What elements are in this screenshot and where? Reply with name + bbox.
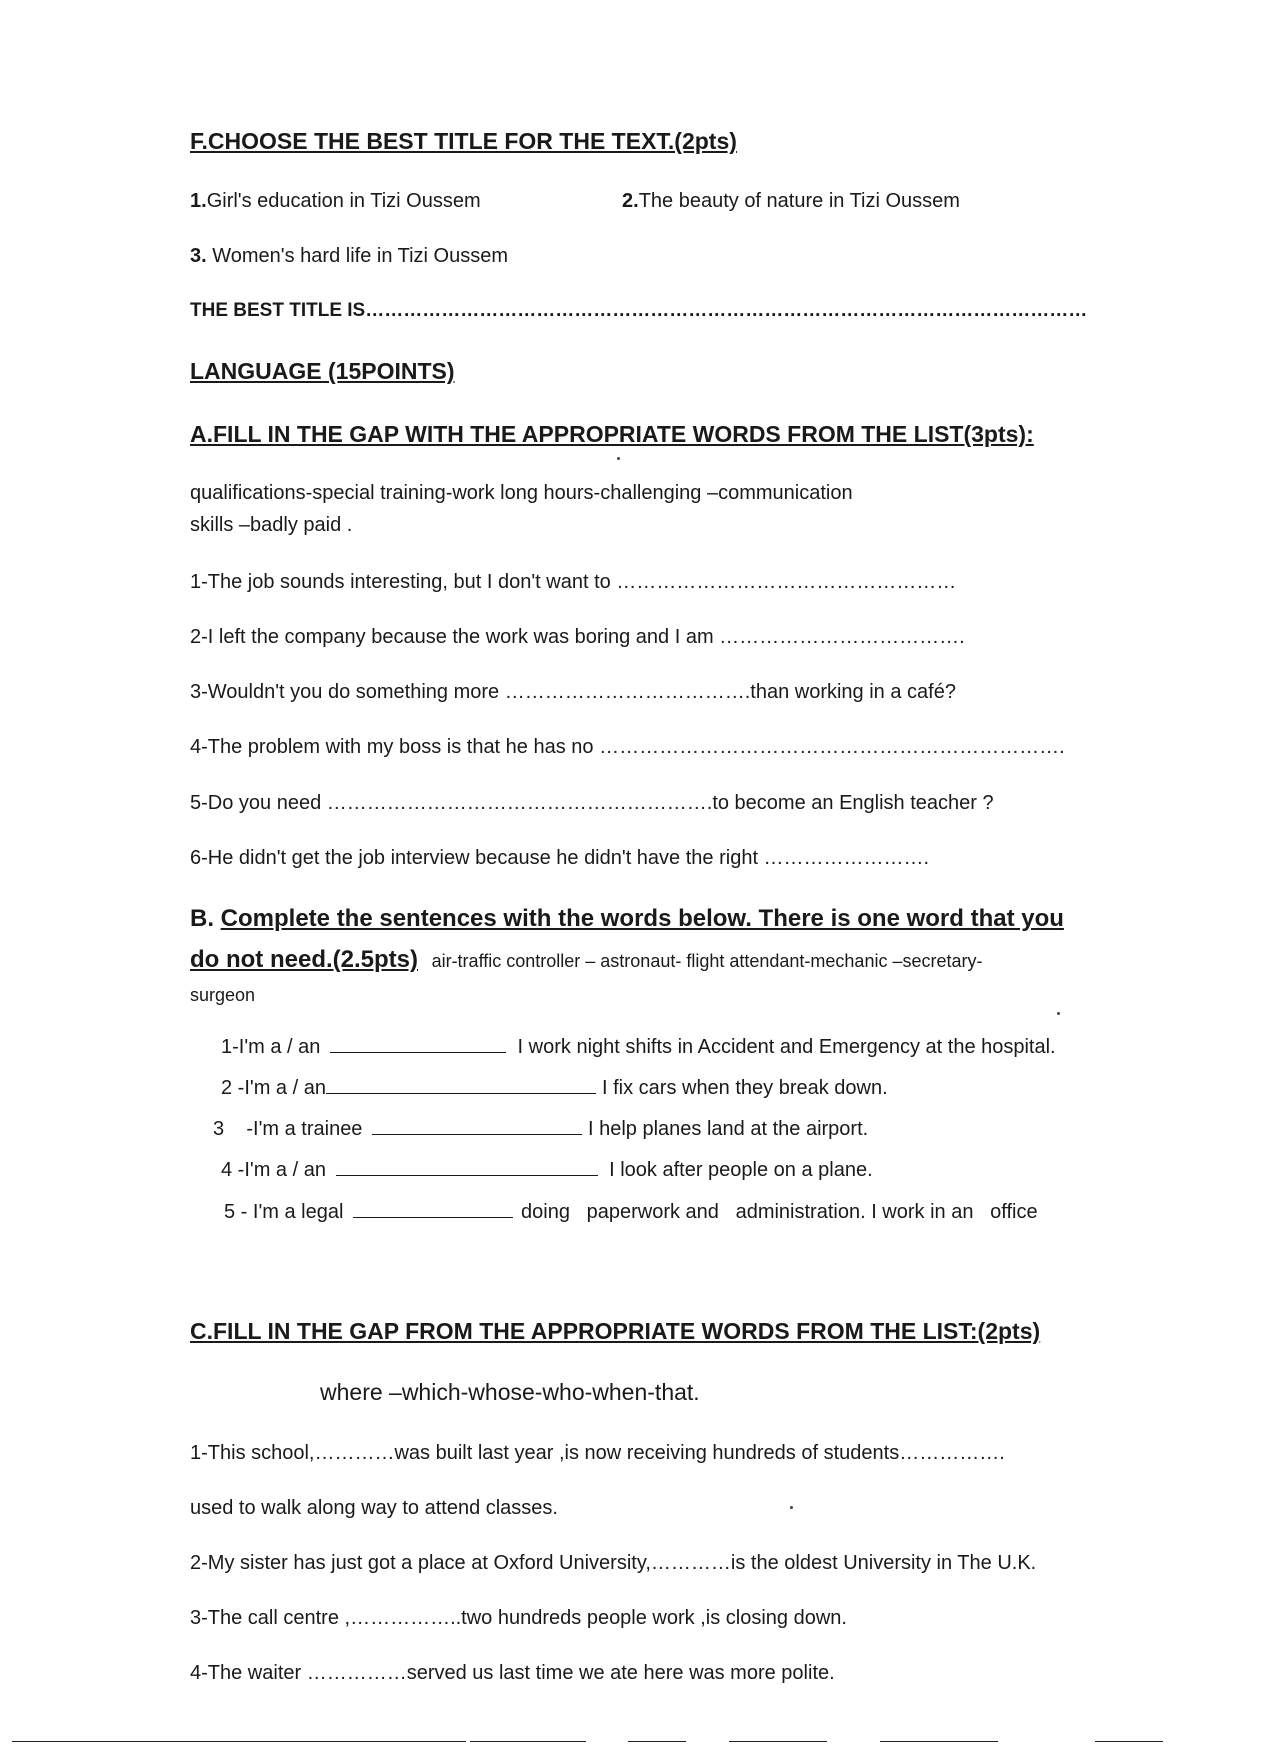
section-b-heading-cont: do not need.(2.5pts) [190, 946, 418, 973]
item-prefix: 5 - I'm a legal [224, 1201, 344, 1223]
section-c-item-2: 2-My sister has just got a place at Oxford University,…………is the oldest University in The U.K. [190, 1552, 1037, 1574]
title-option-3 [190, 243, 508, 269]
section-a-item-4: 4-The problem with my boss is that he has no ……………………………………………………………. [190, 736, 1065, 758]
section-c-heading: C.FILL IN THE GAP FROM THE APPROPRIATE WORDS FROM THE LIST:(2pts) [190, 1318, 1041, 1344]
section-a-item-1: 1-The job sounds interesting, but I don't want to …………………………………………… [190, 571, 957, 593]
answer-blank[interactable] [326, 1075, 596, 1094]
option-number: 3. [190, 245, 207, 267]
item-suffix: I help planes land at the airport. [588, 1118, 869, 1140]
section-b-label: B. [190, 905, 214, 932]
section-a-word-list-cont: skills –badly paid . [190, 514, 353, 536]
section-a-item-2: 2-I left the company because the work was boring and I am ………………………………. [190, 626, 965, 648]
section-b-heading: Complete the sentences with the words below. There is one word that you [220, 905, 1064, 932]
bottom-rule [628, 1741, 686, 1742]
answer-blank[interactable] [353, 1199, 513, 1218]
bottom-rule [470, 1741, 586, 1742]
item-suffix: I work night shifts in Accident and Emergency at the hospital. [517, 1036, 1056, 1058]
section-b-item-3 [213, 1116, 868, 1142]
item-suffix: I fix cars when they break down. [601, 1077, 888, 1099]
option-text: Girl's education in Tizi Oussem [206, 190, 481, 212]
title-option-2 [622, 188, 960, 214]
bottom-rule [729, 1741, 827, 1742]
section-b-item-1 [221, 1034, 1056, 1060]
option-text: Women's hard life in Tizi Oussem [206, 245, 509, 267]
item-prefix: 2 -I'm a / an [221, 1077, 326, 1099]
item-suffix: I look after people on a plane. [609, 1159, 873, 1181]
section-a-item-3: 3-Wouldn't you do something more ……………………………….than working in a café? [190, 681, 956, 703]
bottom-rule [12, 1741, 466, 1742]
item-prefix: 1-I'm a / an [221, 1036, 321, 1058]
section-c-item-1: 1-This school,…………was built last year ,is now receiving hundreds of students……………. [190, 1442, 1005, 1464]
option-number: 1. [190, 190, 207, 212]
section-b-word-list-cont: surgeon [190, 985, 256, 1005]
answer-blank[interactable] [330, 1034, 506, 1053]
section-b-heading-line1 [190, 904, 1064, 934]
item-prefix: 4 -I'm a / an [221, 1159, 326, 1181]
section-b-item-2 [221, 1075, 888, 1101]
scan-speck [617, 457, 620, 460]
section-a-item-6: 6-He didn't get the job interview because he didn't have the right ……………………. [190, 847, 930, 869]
section-b-word-list: air-traffic controller – astronaut- flight attendant-mechanic –secretary- [431, 951, 983, 971]
section-a-heading: A.FILL IN THE GAP WITH THE APPROPRIATE WORDS FROM THE LIST(3pts): [190, 421, 1034, 447]
section-a-item-5: 5-Do you need ………………………………………………….to become an English teacher ? [190, 792, 994, 814]
scan-speck [1057, 1012, 1060, 1015]
section-b-item-5 [224, 1199, 1038, 1225]
bottom-rule [880, 1741, 998, 1742]
item-suffix: doing paperwork and administration. I work in an office [521, 1201, 1038, 1223]
scan-speck [790, 1506, 793, 1509]
section-c-item-3: 3-The call centre ,……………..two hundreds people work ,is closing down. [190, 1607, 847, 1629]
answer-blank[interactable] [372, 1116, 582, 1135]
answer-blank[interactable] [336, 1157, 598, 1176]
option-number: 2. [622, 190, 639, 212]
section-c-item-4: 4-The waiter ……………served us last time we ate here was more polite. [190, 1662, 835, 1684]
language-heading: LANGUAGE (15POINTS) [190, 358, 455, 384]
option-text: The beauty of nature in Tizi Oussem [638, 190, 960, 212]
item-prefix: 3 -I'm a trainee [213, 1118, 363, 1140]
section-a-word-list: qualifications-special training-work long hours-challenging –communication [190, 482, 853, 504]
section-b-heading-line2 [190, 945, 982, 976]
best-title-answer-line: THE BEST TITLE IS…………………………………………………………………………………………………… [190, 300, 1088, 321]
section-c-item-1-cont: used to walk along way to attend classes. [190, 1497, 558, 1519]
section-f-heading: F.CHOOSE THE BEST TITLE FOR THE TEXT.(2pts) [190, 128, 737, 154]
title-option-1 [190, 188, 481, 214]
section-b-item-4 [221, 1157, 873, 1183]
bottom-rule [1095, 1741, 1163, 1742]
section-c-word-list: where –which-whose-who-when-that. [320, 1379, 700, 1405]
